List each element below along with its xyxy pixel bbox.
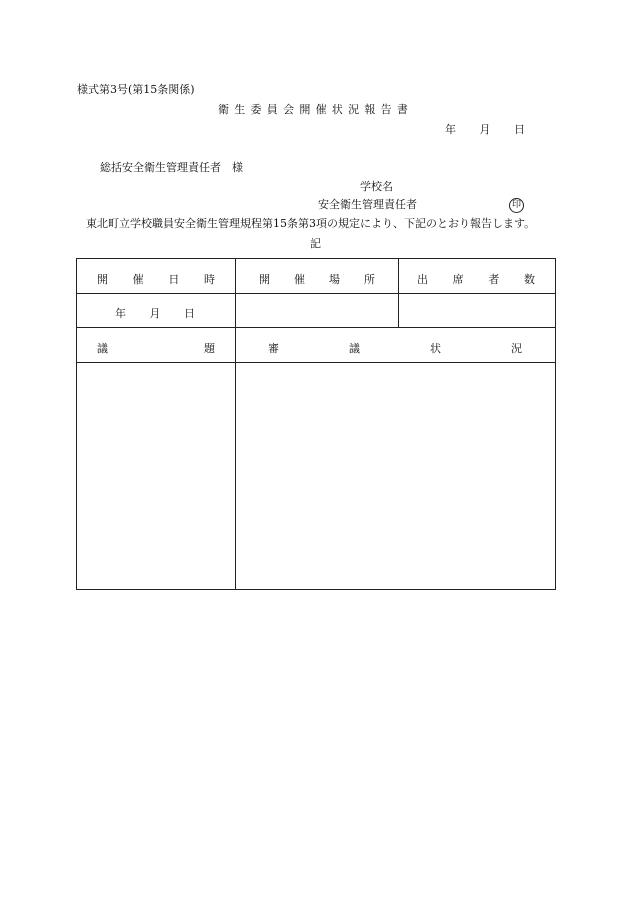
date-month-label: 月 — [149, 307, 161, 320]
table-rule — [77, 293, 555, 294]
table-rule — [77, 327, 555, 328]
table-rule — [235, 259, 236, 589]
date-month-label: 月 — [479, 123, 491, 136]
header-char: 開 — [259, 273, 270, 286]
date-year-label: 年 — [115, 307, 126, 320]
header-char: 催 — [294, 273, 305, 286]
header-venue — [259, 271, 375, 287]
header-char: 場 — [329, 273, 340, 286]
header-char: 時 — [203, 273, 215, 286]
header-char: 数 — [523, 273, 535, 286]
title-char: 員 — [266, 103, 278, 116]
date-value — [115, 305, 195, 321]
date-year-label: 年 — [445, 123, 456, 136]
officer-label: 安全衛生管理責任者 — [318, 198, 417, 211]
form-number: 様式第3号(第15条関係) — [77, 83, 195, 96]
header-char: 所 — [364, 273, 375, 286]
seal-mark: 印 — [509, 198, 524, 213]
header-deliberation-status — [268, 340, 522, 356]
report-statement: 東北町立学校職員安全衛生管理規程第15条第3項の規定により、下記のとおり報告します。 — [86, 217, 536, 230]
title-char: 書 — [396, 103, 408, 116]
ki-label: 記 — [310, 237, 321, 250]
title-char: 生 — [234, 103, 246, 116]
document-title — [218, 104, 408, 115]
title-char: 衛 — [218, 103, 229, 116]
title-char: 会 — [283, 103, 295, 116]
title-char: 況 — [348, 103, 360, 116]
report-date-line — [445, 124, 525, 135]
title-char: 告 — [380, 103, 392, 116]
header-char: 者 — [488, 273, 500, 286]
addressee: 総括安全衛生管理責任者 様 — [100, 161, 243, 174]
header-char: 席 — [452, 273, 464, 286]
header-date-time — [97, 271, 215, 287]
header-attendees — [417, 271, 535, 287]
header-agenda — [97, 340, 215, 356]
header-char: 日 — [168, 273, 180, 286]
agenda-field[interactable] — [77, 363, 234, 589]
school-name-label: 学校名 — [360, 180, 393, 193]
title-char: 催 — [315, 103, 327, 116]
date-day-label: 日 — [184, 307, 195, 320]
venue-field[interactable] — [237, 295, 396, 325]
date-day-label: 日 — [514, 123, 525, 136]
attendees-field[interactable] — [400, 295, 555, 325]
report-table — [76, 258, 556, 590]
header-char: 況 — [511, 342, 522, 355]
header-char: 審 — [268, 342, 279, 355]
deliberation-field[interactable] — [237, 363, 555, 589]
title-char: 開 — [299, 103, 311, 116]
header-char: 催 — [132, 273, 144, 286]
title-char: 報 — [364, 103, 376, 116]
header-char: 議 — [349, 342, 360, 355]
header-char: 議 — [97, 342, 108, 355]
header-char: 開 — [97, 273, 108, 286]
header-char: 出 — [417, 273, 428, 286]
header-char: 題 — [204, 342, 215, 355]
title-char: 委 — [250, 103, 262, 116]
header-char: 状 — [430, 342, 441, 355]
table-rule — [398, 259, 399, 327]
title-char: 状 — [331, 103, 343, 116]
